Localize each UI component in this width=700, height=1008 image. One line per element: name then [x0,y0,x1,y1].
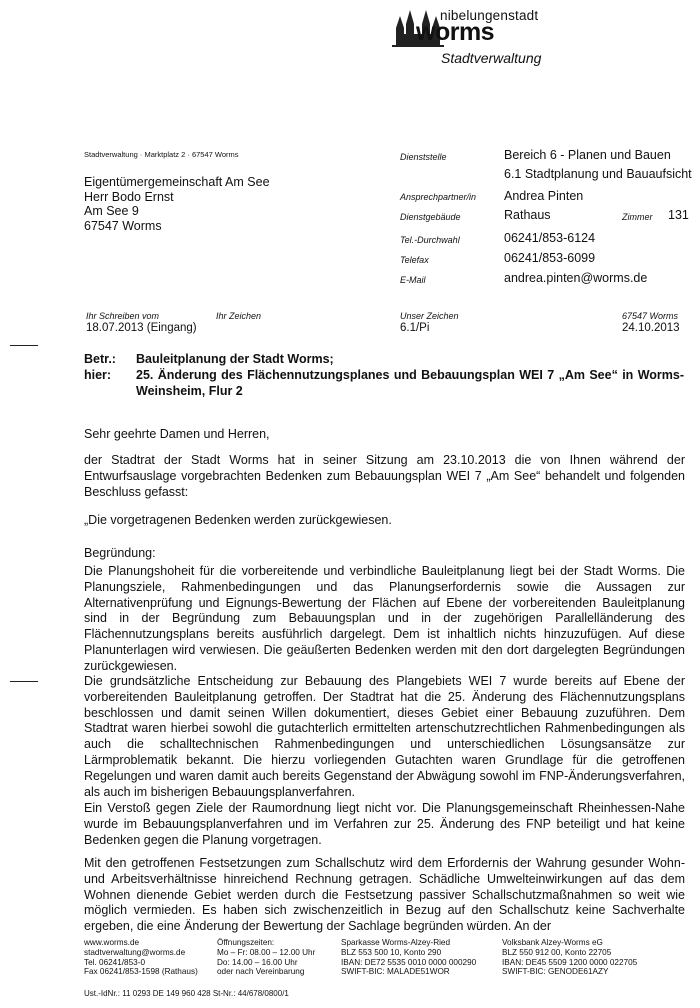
logo-city-tagline: nibelungenstadt [440,8,539,23]
sender-address-line: Stadtverwaltung · Marktplatz 2 · 67547 Worms [84,150,239,159]
our-ref-value: 6.1/Pi [400,322,430,334]
salutation: Sehr geehrte Damen und Herren, [84,427,270,441]
footer-line: Do: 14.00 – 16.00 Uhr [217,957,298,967]
your-letter-label: Ihr Schreiben vom [86,311,160,321]
body-paragraph: Die grundsätzliche Entscheidung zur Bebauung des Plangebiets WEI 7 wurde bereits auf Ebene der vorbereitenden Bauleitplanung getroffen. Der Stadtrat hat die 25. Änderung des Flächennutzungsplans beschlossen und damit seinen Willen dokumentiert, dieses Gebiet einer Bebauung zuzuführen. Dem Stadtrat waren hierbei sowohl die gutachterlich ermittelten artenschutzrechtlichen Rahmenbedingungen als auch die schalltechnischen Rahmenbedingungen und unterschiedlichen Lösungsansätze zur Lärmproblematik bekannt. Die hierzu vorliegenden Gutachten waren Grundlage für die getroffenen Regelungen und waren damit auch bereits Gegenstand der Abwägung sowohl im FNP-Änderungsverfahren, als auch im bisherigen Bebauungsplanverfahren. [84,674,685,799]
footer-line: Öffnungszeiten: [217,938,275,947]
dienststelle-value: Bereich 6 - Planen und Bauen [504,148,671,162]
footer-bank-1 [341,938,476,977]
contact-label: Ansprechpartner/in [400,192,477,202]
recipient-line: Am See 9 [84,204,139,219]
your-letter-value: 18.07.2013 (Eingang) [86,322,197,334]
phone-value: 06241/853-6124 [504,231,596,245]
body-paragraph: Ein Verstoß gegen Ziele der Raumordnung liegt nicht vor. Die Planungsgemeinschaft Rheinhessen-Nahe wurde im Bebauungsplanverfahren und im Verfahren zur 25. Änderung des FNP beteiligt und hat keine Bedenken gegen die Planung vorgetragen. [84,801,685,847]
footer-line: Mo – Fr: 08.00 – 12.00 Uhr [217,947,316,957]
body-paragraph: Die Planungshoheit für die vorbereitende und verbindliche Bauleitplanung liegt bei der Stadt Worms. Die Planungsziele, Rahmenbedingungen und das Planungserfordernis sowie die Aussagen zur Alternativenprüfung und Eignungs-Bewertung der Flächen auf Ebene der vorbereitenden Bauleitplanung sind in der Begründung zum Bebauungsplan und in der zugehörigen Parallelländerung des Flächennutzungsplans bereits ausführlich dargelegt. Dem ist inhaltlich nichts hinzuzufügen. Auf diese Planunterlagen wird verwiesen. Die geäußerten Bedenken werden mit den dort dargelegten Begründungen zurückgewiesen. [84,564,685,673]
footer-line: BLZ 550 912 00, Konto 22705 [502,947,612,957]
subject-text: Bauleitplanung der Stadt Worms; [136,352,334,366]
section-heading: Begründung: [84,546,156,560]
footer-line: oder nach Vereinbarung [217,967,305,977]
recipient-address [84,175,270,233]
fold-mark [10,345,38,346]
building-label: Dienstgebäude [400,212,461,222]
dienststelle-label: Dienststelle [400,152,447,162]
decision-quote: „Die vorgetragenen Bedenken werden zurückgewiesen. [84,513,392,527]
footer-contact [84,938,198,977]
footer-line: IBAN: DE45 5509 1200 0000 022705 [502,957,638,967]
footer-line: Sparkasse Worms-Alzey-Ried [341,938,451,947]
room-value: 131 [668,208,689,222]
body-paragraph: der Stadtrat der Stadt Worms hat in seiner Sitzung am 23.10.2013 die von Ihnen während der Entwurfsauslage vorgebrachten Bedenken zum Bebauungsplan WEI 7 „Am See“ behandelt und folgenden Beschluss gefasst: [84,453,685,499]
body-paragraph: Mit den getroffenen Festsetzungen zum Schallschutz wird dem Erfordernis der Wahrung gesunder Wohn- und Arbeitsverhältnisse hinreichend Rechnung getragen. Schädliche Umwelteinwirkungen auf das dem Wohnen dienende Gebiet werden durch die Festsetzung passiver Schallschutzmaßnahmen so weit wie möglich vermieden. Es haben sich zwischenzeitlich in Bezug auf den Schallschutz keine Sachverhalte ergeben, die eine Änderung der Bewertung der Sachlage begründen würden. An der [84,856,685,934]
email-value: andrea.pinten@worms.de [504,271,648,285]
fax-value: 06241/853-6099 [504,251,596,265]
logo-department: Stadtverwaltung [441,50,542,66]
building-value: Rathaus [504,208,551,222]
footer-line: IBAN: DE72 5535 0010 0000 000290 [341,957,477,967]
email-label: E-Mail [400,275,426,285]
logo-city-name: worms [416,18,495,46]
phone-label: Tel.-Durchwahl [400,235,460,245]
footer-email: stadtverwaltung@worms.de [84,947,186,957]
footer-line: SWIFT-BIC: MALADE51WOR [341,967,450,977]
footer-opening-hours [217,938,315,977]
fax-label: Telefax [400,255,429,265]
contact-value: Andrea Pinten [504,189,584,203]
recipient-line: 67547 Worms [84,218,162,233]
recipient-line: Herr Bodo Ernst [84,189,174,204]
letter-date: 24.10.2013 [622,322,680,334]
footer-phone: Tel. 06241/853-0 [84,957,145,967]
recipient-line: Eigentümergemeinschaft Am See [84,175,270,189]
footer-line: Volksbank Alzey-Worms eG [502,938,603,947]
place-label: 67547 Worms [622,311,679,321]
subject-text-2: 25. Änderung des Flächennutzungsplanes und Bebauungsplan WEI 7 „Am See“ in Worms-Weinsheim, Flur 2 [136,368,684,398]
footer-website: www.worms.de [84,938,140,947]
your-ref-label: Ihr Zeichen [216,311,262,321]
footer-tax-ids: Ust.-IdNr.: 11 0293 DE 149 960 428 St-Nr.: 44/678/0800/1 [84,989,289,998]
subject-label-2: hier: [84,368,112,382]
our-ref-label: Unser Zeichen [400,311,459,321]
footer-bank-2 [502,938,637,977]
dienststelle-value-2: 6.1 Stadtplanung und Bauaufsicht [504,167,692,181]
fold-mark [10,681,38,682]
subject-label: Betr.: [84,352,116,366]
footer-fax: Fax 06241/853-1598 (Rathaus) [84,967,198,977]
footer-line: SWIFT-BIC: GENODE61AZY [502,967,609,977]
room-label: Zimmer [622,212,653,222]
footer-line: BLZ 553 500 10, Konto 290 [341,947,442,957]
